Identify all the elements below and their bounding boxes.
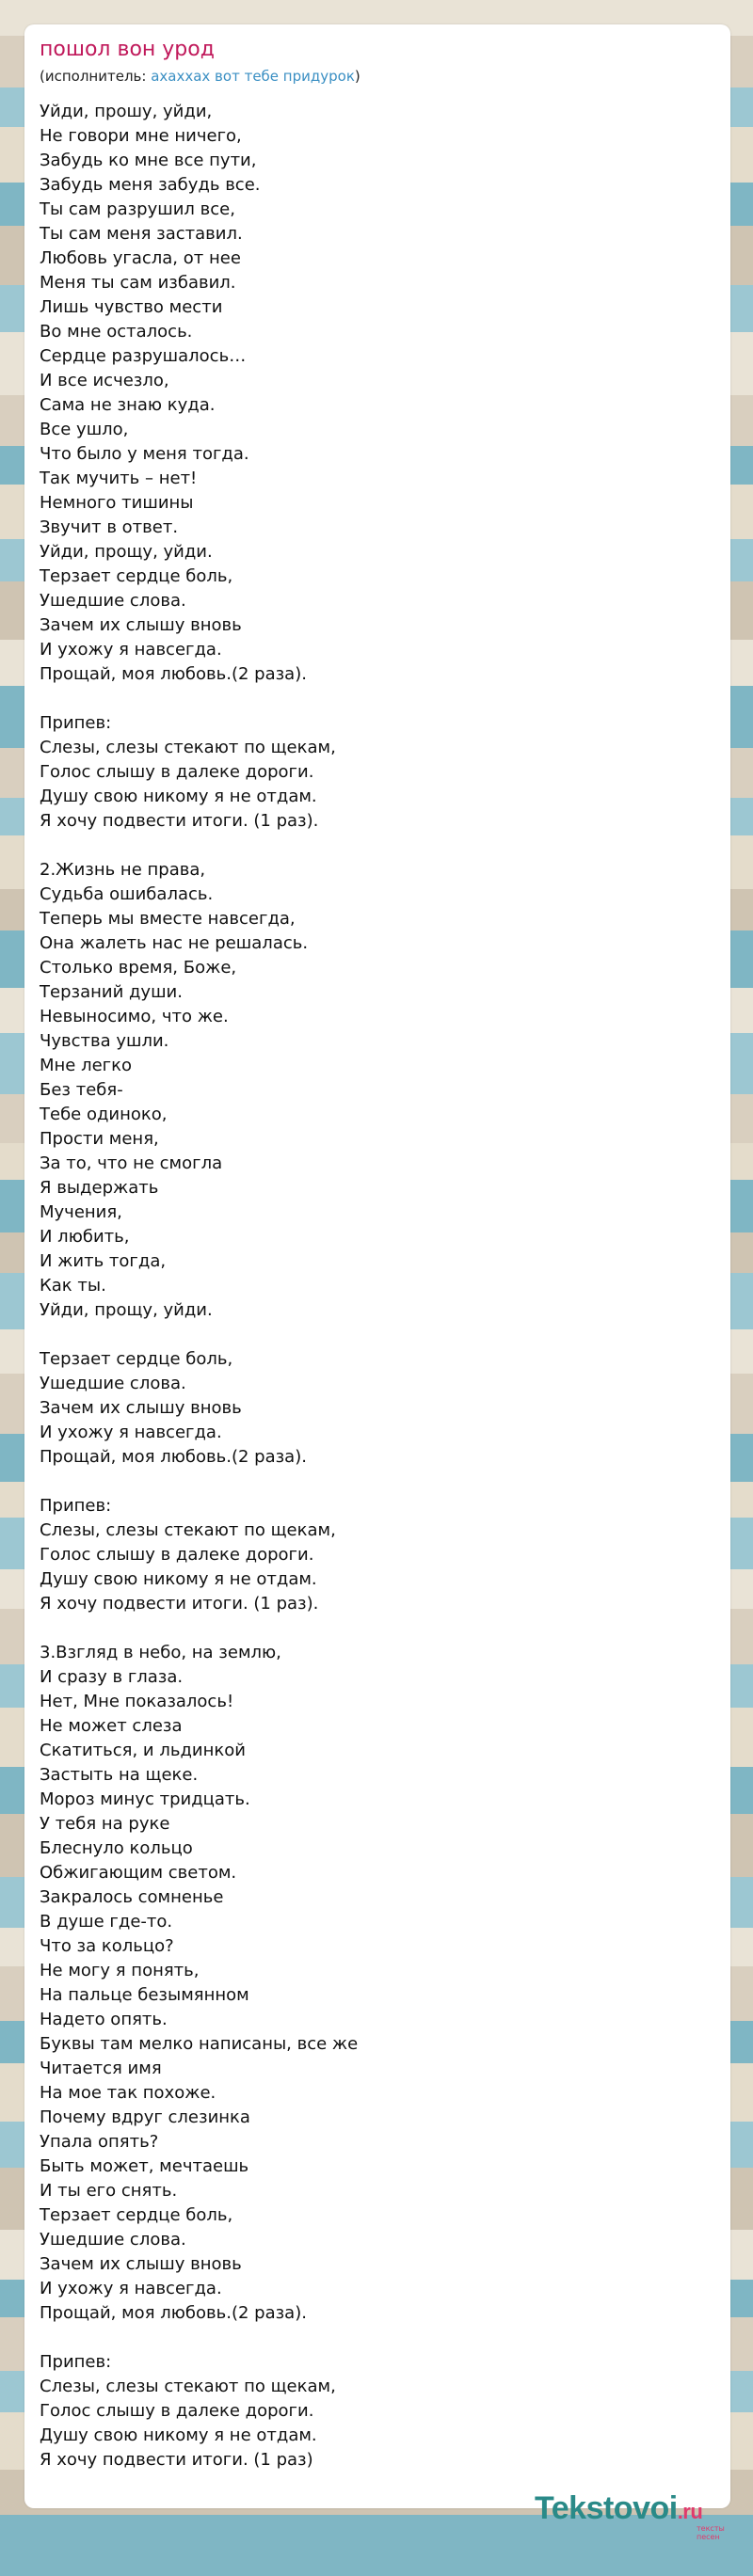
lyric-line: Слезы, слезы стекают по щекам, bbox=[40, 1520, 336, 1540]
lyric-line: Обжигающим светом. bbox=[40, 1863, 237, 1883]
lyric-line: Слезы, слезы стекают по щекам, bbox=[40, 2377, 336, 2396]
logo-wordmark bbox=[535, 2490, 702, 2527]
lyric-line: Не может слеза bbox=[40, 1716, 183, 1736]
lyric-line: Сама не знаю куда. bbox=[40, 395, 216, 415]
lyric-line: У тебя на руке bbox=[40, 1814, 170, 1834]
lyric-line: Лишь чувство мести bbox=[40, 297, 223, 317]
lyric-line: Прости меня, bbox=[40, 1129, 159, 1149]
lyric-line: Все ушло, bbox=[40, 420, 129, 439]
logo-subtitle: тексты песен bbox=[697, 2524, 725, 2541]
lyric-line: Терзает сердце боль, bbox=[40, 566, 233, 586]
lyric-line: Прощай, моя любовь.(2 раза). bbox=[40, 2303, 307, 2323]
lyric-line: Меня ты сам избавил. bbox=[40, 273, 236, 293]
lyric-line bbox=[40, 1616, 698, 1641]
lyric-line: 2.Жизнь не права, bbox=[40, 860, 206, 880]
lyric-line: Ты сам разрушил все, bbox=[40, 199, 235, 219]
lyric-line: Зачем их слышу вновь bbox=[40, 1398, 242, 1418]
lyric-line bbox=[40, 687, 698, 711]
lyric-line: Я хочу подвести итоги. (1 раз). bbox=[40, 1594, 319, 1614]
lyric-line: Уйди, прощу, уйди. bbox=[40, 542, 213, 562]
lyric-line: Мне легко bbox=[40, 1056, 133, 1075]
lyric-line: Мучения, bbox=[40, 1202, 122, 1222]
lyric-line: Теперь мы вместе навсегда, bbox=[40, 909, 296, 929]
lyric-line: Столько время, Боже, bbox=[40, 958, 237, 978]
lyric-line bbox=[40, 2326, 698, 2350]
lyric-line: Мороз минус тридцать. bbox=[40, 1789, 250, 1809]
lyric-line: Закралось сомненье bbox=[40, 1887, 224, 1907]
lyric-line: И ухожу я навсегда. bbox=[40, 1423, 222, 1442]
lyric-line: Во мне осталось. bbox=[40, 322, 193, 342]
lyric-line: Нет, Мне показалось! bbox=[40, 1692, 234, 1711]
lyric-line: Невыносимо, что же. bbox=[40, 1007, 229, 1026]
lyric-line: Что за кольцо? bbox=[40, 1936, 174, 1956]
lyric-line: Ушедшие слова. bbox=[40, 2230, 186, 2250]
logo-domain: .ru bbox=[677, 2500, 703, 2523]
lyric-line: И ты его снять. bbox=[40, 2181, 178, 2201]
lyric-line: Упала опять? bbox=[40, 2132, 159, 2152]
lyric-line: Что было у меня тогда. bbox=[40, 444, 249, 464]
lyric-line: Я выдержать bbox=[40, 1178, 159, 1198]
lyric-line: Прощай, моя любовь.(2 раза). bbox=[40, 1447, 307, 1467]
lyric-line: Прощай, моя любовь.(2 раза). bbox=[40, 664, 307, 684]
lyric-line: Скатиться, и льдинкой bbox=[40, 1741, 246, 1760]
lyric-line: Голос слышу в далеке дороги. bbox=[40, 1545, 314, 1565]
lyric-line: Забудь ко мне все пути, bbox=[40, 151, 257, 170]
lyric-line: Терзаний души. bbox=[40, 982, 183, 1002]
lyric-line: Я хочу подвести итоги. (1 раз). bbox=[40, 811, 319, 831]
lyric-line: На пальце безымянном bbox=[40, 1985, 249, 2005]
lyric-line: Сердце разрушалось… bbox=[40, 346, 247, 366]
lyric-line: Терзает сердце боль, bbox=[40, 2205, 233, 2225]
lyric-line: Терзает сердце боль, bbox=[40, 1349, 233, 1369]
lyric-line: Забудь меня забудь все. bbox=[40, 175, 261, 195]
artist-link[interactable]: ахаххах вот тебе придурок bbox=[151, 68, 355, 85]
lyric-line: И любить, bbox=[40, 1227, 130, 1247]
lyric-line: Душу свою никому я не отдам. bbox=[40, 787, 317, 806]
lyric-line: Тебе одиноко, bbox=[40, 1105, 168, 1124]
lyric-line: И жить тогда, bbox=[40, 1251, 167, 1271]
artist-suffix: ) bbox=[354, 68, 360, 85]
lyric-line: Судьба ошибалась. bbox=[40, 884, 214, 904]
lyric-line: Ушедшие слова. bbox=[40, 591, 186, 611]
lyric-line: Без тебя- bbox=[40, 1080, 123, 1100]
lyric-line: Надето опять. bbox=[40, 2010, 168, 2029]
lyric-line: Буквы там мелко написаны, все же bbox=[40, 2034, 359, 2054]
lyric-line: Голос слышу в далеке дороги. bbox=[40, 2401, 314, 2421]
lyric-line: За то, что не смогла bbox=[40, 1153, 223, 1173]
lyric-line: И ухожу я навсегда. bbox=[40, 2279, 222, 2298]
lyric-line: Как ты. bbox=[40, 1276, 106, 1296]
lyric-line: Припев: bbox=[40, 713, 112, 733]
site-logo[interactable] bbox=[535, 2490, 742, 2541]
logo-name: Tekstovoi bbox=[535, 2490, 678, 2526]
lyric-line: Ты сам меня заставил. bbox=[40, 224, 243, 244]
lyric-line: И ухожу я навсегда. bbox=[40, 640, 222, 660]
lyric-line: Немного тишины bbox=[40, 493, 194, 513]
lyric-line: Быть может, мечтаешь bbox=[40, 2156, 249, 2176]
lyric-line: И все исчезло, bbox=[40, 371, 169, 390]
lyrics-card bbox=[24, 24, 730, 2508]
lyric-line: Звучит в ответ. bbox=[40, 517, 179, 537]
lyric-line: Чувства ушли. bbox=[40, 1031, 169, 1051]
lyric-line: Припев: bbox=[40, 1496, 112, 1516]
lyric-line: Зачем их слышу вновь bbox=[40, 615, 242, 635]
lyric-line: Душу свою никому я не отдам. bbox=[40, 2425, 317, 2445]
lyric-line: В душе где-то. bbox=[40, 1912, 173, 1932]
lyric-line: Блеснуло кольцо bbox=[40, 1838, 193, 1858]
lyric-line: Душу свою никому я не отдам. bbox=[40, 1569, 317, 1589]
lyric-line: И сразу в глаза. bbox=[40, 1667, 184, 1687]
lyric-line: Почему вдруг слезинка bbox=[40, 2107, 250, 2127]
lyric-line: Ушедшие слова. bbox=[40, 1374, 186, 1393]
song-title: пошол вон урод bbox=[40, 38, 215, 61]
lyric-line: Любовь угасла, от нее bbox=[40, 248, 241, 268]
lyric-line: Она жалеть нас не решалась. bbox=[40, 933, 309, 953]
lyric-line: Застыть на щеке. bbox=[40, 1765, 199, 1785]
lyric-line bbox=[40, 834, 698, 858]
lyric-line: Припев: bbox=[40, 2352, 112, 2372]
lyric-line: Уйди, прощу, уйди. bbox=[40, 1300, 213, 1320]
lyric-line: Я хочу подвести итоги. (1 раз) bbox=[40, 2450, 313, 2470]
lyric-line: Зачем их слышу вновь bbox=[40, 2254, 242, 2274]
lyric-line: Не говори мне ничего, bbox=[40, 126, 242, 146]
lyric-line: Слезы, слезы стекают по щекам, bbox=[40, 738, 336, 757]
lyric-line: Не могу я понять, bbox=[40, 1961, 200, 1980]
lyric-line: На мое так похоже. bbox=[40, 2083, 216, 2103]
lyric-line bbox=[40, 1470, 698, 1494]
lyric-line: Читается имя bbox=[40, 2059, 162, 2078]
artist-prefix: (исполнитель: bbox=[40, 68, 152, 85]
lyric-line: Голос слышу в далеке дороги. bbox=[40, 762, 314, 782]
artist-line bbox=[40, 68, 360, 85]
lyric-line: Так мучить – нет! bbox=[40, 469, 198, 488]
lyric-line: 3.Взгляд в небо, на землю, bbox=[40, 1643, 281, 1662]
lyric-line: Уйди, прошу, уйди, bbox=[40, 102, 213, 121]
lyrics-text bbox=[40, 100, 698, 2473]
lyric-line bbox=[40, 1323, 698, 1347]
